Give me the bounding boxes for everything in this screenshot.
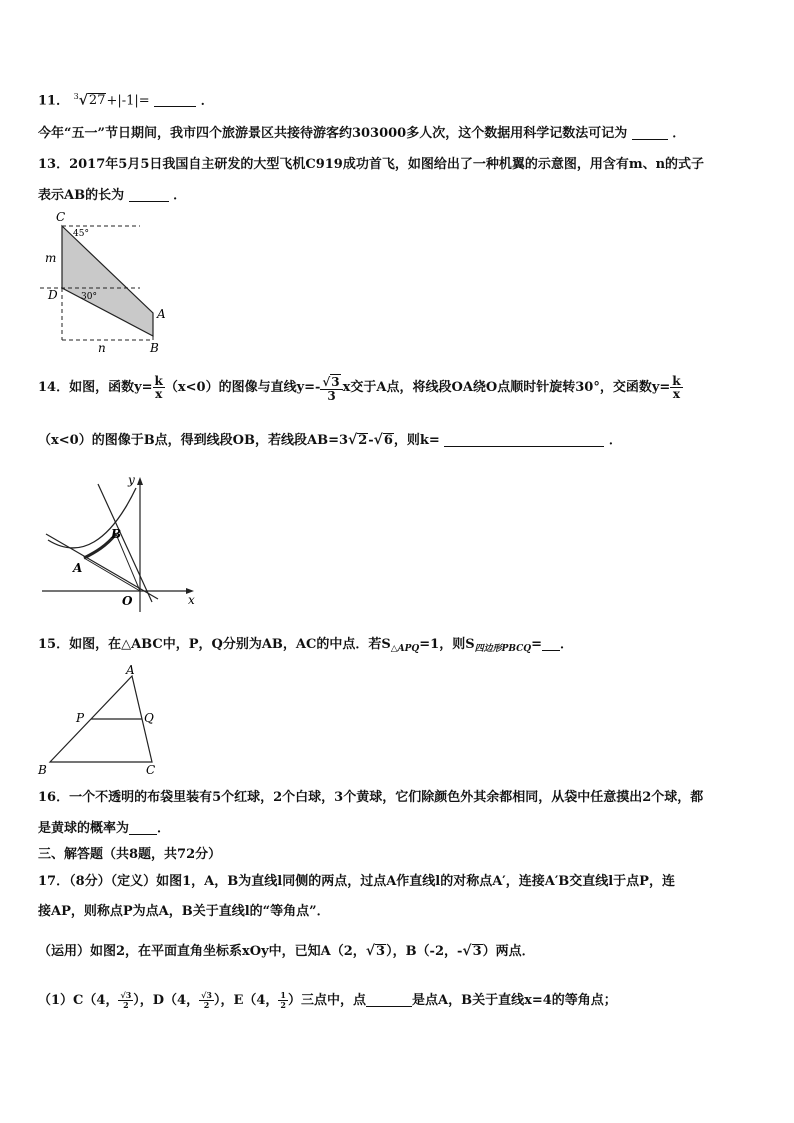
segment-OB-inner <box>116 534 140 591</box>
question-16-line1: 16．一个不透明的布袋里装有5个红球，2个白球，3个黄球，它们除颜色外其余都相同，从袋中任意摸出2个球，都 <box>38 790 704 805</box>
q17-line3b: ），B（-2，- <box>386 944 463 959</box>
q14-p2: （x<0）的图像与直线y=- <box>164 380 321 395</box>
q12-text: 今年“五一”节日期间，我市四个旅游景区共接待游客约303000多人次，这个数据用科学记数法可记为 <box>38 126 628 141</box>
label-n: n <box>98 341 106 355</box>
label-m: m <box>45 251 57 265</box>
q14-frac-sqrt3-over-3: $\frac{√3}{3}$ <box>320 374 342 402</box>
label-A: A <box>157 307 166 321</box>
question-17-line1: 17．（8分）（定义）如图1，A，B为直线l同侧的两点，过点A作直线l的对称点A′，连接A′B交直线l于点P，连 <box>38 874 675 889</box>
label-P: P <box>76 711 85 725</box>
q13-answer-blank[interactable] <box>129 187 169 202</box>
label-Q: Q <box>144 711 154 725</box>
hyperbola-diagram <box>40 472 210 620</box>
sqrt-icon: √ <box>365 943 376 959</box>
label-O: O <box>122 594 133 608</box>
q14-answer-blank[interactable] <box>444 432 604 447</box>
question-14-line2 <box>38 431 622 450</box>
question-17-line4 <box>38 990 617 1012</box>
q11-answer-blank[interactable] <box>154 92 196 107</box>
q17-line3a: （运用）如图2，在平面直角坐标系xOy中，已知A（2， <box>38 944 366 959</box>
label-D: D <box>48 288 58 302</box>
q13-prompt: 表示AB的长为 <box>38 188 125 203</box>
q17-line4d: ）三点中，点 <box>287 993 366 1008</box>
label-A: A <box>73 561 83 575</box>
sqrt-icon: √ <box>373 432 383 448</box>
label-B: B <box>150 341 159 355</box>
q17-sqrt3a: 3 <box>376 944 386 959</box>
line-y-neg-sqrt3-over-3-x <box>46 534 158 599</box>
q17-frac-C: $\frac{√3}{2}$ <box>120 990 132 1010</box>
wing-diagram <box>40 208 170 356</box>
q16-answer-blank[interactable] <box>129 820 157 835</box>
label-angle45: 45° <box>73 229 89 239</box>
label-B: B <box>38 763 47 777</box>
question-13-line2 <box>38 187 186 205</box>
q17-line4c: ），E（4， <box>213 993 279 1008</box>
question-16-line2 <box>38 820 170 838</box>
q14-frac-k-over-x-2: $\frac{k}{x}$ <box>672 374 681 401</box>
q14-sqrt6: 6 <box>383 433 393 448</box>
sqrt-icon: √ <box>462 943 472 959</box>
question-15 <box>38 636 573 658</box>
q14-end: ． <box>608 433 622 448</box>
section-3-heading: 三、解答题（共8题，共72分） <box>38 847 222 862</box>
q16-end: ． <box>157 821 171 836</box>
label-y: y <box>128 473 135 487</box>
label-C: C <box>146 763 156 777</box>
triangle-diagram <box>34 662 174 778</box>
question-13-line1: 13．2017年5月5日我国自主研发的大型飞机C919成功首飞，如图给出了一种机翼的示意图，用含有m、n的式子 <box>38 157 705 172</box>
q17-sqrt3b: 3 <box>472 944 482 959</box>
q12-answer-blank[interactable] <box>632 125 668 140</box>
q15-end: ． <box>560 637 574 652</box>
q12-end: ． <box>672 126 686 141</box>
q17-frac-E: $\frac{1}{2}$ <box>280 990 286 1010</box>
q15-p3: = <box>531 637 543 652</box>
q14-sqrt2: 2 <box>358 433 368 448</box>
question-17-line2: 接AP，则称点P为点A，B关于直线l的“等角点”． <box>38 904 330 919</box>
q15-sub2: 四边形PBCQ <box>474 644 532 654</box>
q17-line4e: 是点A，B关于直线x=4的等角点； <box>412 993 617 1008</box>
q11-tail: +|-1|= <box>106 93 150 109</box>
q16-prompt: 是黄球的概率为 <box>38 821 130 836</box>
q11-end: ． <box>200 93 214 109</box>
q11-radicand: 27 <box>88 93 106 109</box>
q11-number: 11． <box>38 93 70 109</box>
label-angle30: 30° <box>81 292 97 302</box>
label-C: C <box>56 210 66 224</box>
q14-p3: x交于A点，将线段OA绕O点顺时针旋转30°，交函数y= <box>342 380 671 395</box>
q15-sub1: △APQ <box>390 644 420 654</box>
q14-line2a: （x<0）的图像于B点，得到线段OB，若线段AB=3 <box>38 433 349 448</box>
question-14-line1 <box>38 370 683 410</box>
segment-OA <box>84 558 140 591</box>
y-arrow-icon <box>137 477 143 485</box>
label-A: A <box>126 663 135 677</box>
label-B: B <box>111 527 122 541</box>
question-11 <box>38 88 214 110</box>
question-12 <box>38 125 685 143</box>
q14-line2b: ，则k= <box>393 433 440 448</box>
sqrt-icon: √ <box>78 92 88 109</box>
sqrt-icon: √ <box>348 432 358 448</box>
q15-answer-blank[interactable] <box>542 636 560 651</box>
q11-root-index: 3 <box>73 92 79 101</box>
q17-answer-blank[interactable] <box>366 992 412 1007</box>
question-17-line3 <box>38 942 535 961</box>
q17-line4a: （1）C（4， <box>38 993 119 1008</box>
q15-p1: 15．如图，在△ABC中，P，Q分别为AB，AC的中点．若S <box>38 637 391 652</box>
q13-end: ． <box>173 188 187 203</box>
q17-frac-D: $\frac{√3}{2}$ <box>201 990 212 1010</box>
q15-p2: =1，则S <box>419 637 475 652</box>
q17-line3c: ）两点． <box>482 944 535 959</box>
wing-shape <box>62 226 153 336</box>
q17-line4b: ），D（4， <box>133 993 200 1008</box>
q14-frac-k-over-x: $\frac{k}{x}$ <box>154 374 163 401</box>
q14-minus: - <box>368 433 374 448</box>
q14-p1: 14．如图，函数y= <box>38 380 153 395</box>
label-x: x <box>188 593 195 607</box>
